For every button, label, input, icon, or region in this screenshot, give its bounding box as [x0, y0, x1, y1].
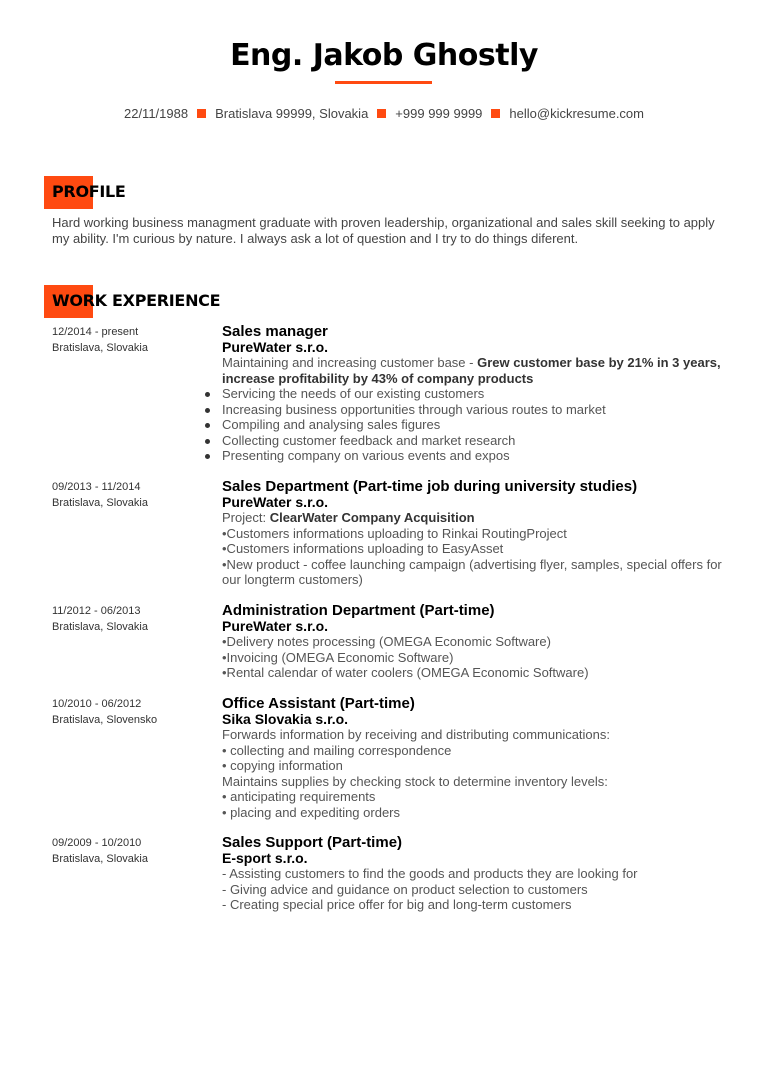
job-location: Bratislava, Slovakia — [52, 497, 148, 509]
job-dates: 09/2013 - 11/2014 — [52, 481, 141, 493]
job-title: Sales Department (Part-time job during university studies) — [222, 478, 638, 495]
name-underline-divider — [335, 81, 432, 84]
job-line: - Creating special price offer for big and long-term customers — [222, 897, 572, 912]
job-body — [222, 602, 722, 681]
job-meta — [52, 603, 212, 635]
job-line: •Rental calendar of water coolers (OMEGA Economic Software) — [222, 665, 589, 680]
job-meta — [52, 696, 212, 728]
job-meta — [52, 835, 212, 867]
bullet-icon — [205, 454, 210, 459]
job-title: Sales manager — [222, 323, 328, 340]
bullet-icon — [205, 423, 210, 428]
job-body — [222, 834, 722, 913]
section-title: PROFILE — [52, 182, 126, 201]
list-item — [222, 386, 722, 402]
list-item — [222, 417, 722, 433]
square-separator-icon — [377, 109, 386, 118]
project-label: Project: — [222, 510, 270, 525]
list-item-text: Servicing the needs of our existing customers — [222, 386, 485, 401]
list-item-text: Compiling and analysing sales figures — [222, 417, 441, 432]
job-dates: 09/2009 - 10/2010 — [52, 837, 142, 849]
job-body — [222, 323, 722, 464]
job-company: PureWater s.r.o. — [222, 494, 329, 510]
job-project — [222, 510, 722, 526]
job-summary — [222, 355, 722, 386]
job-line: Forwards information by receiving and distributing communications: — [222, 727, 611, 742]
job-line: - Giving advice and guidance on product selection to customers — [222, 881, 588, 897]
summary-highlight: Grew customer base by 21% in 3 years, increase profitability by 43% of company products — [222, 355, 721, 386]
job-line: Maintains supplies by checking stock to determine inventory levels: — [222, 773, 608, 789]
bullet-icon — [205, 439, 210, 444]
list-item-text: Increasing business opportunities through various routes to market — [222, 401, 606, 417]
square-separator-icon — [197, 109, 206, 118]
address: Bratislava 99999, Slovakia — [215, 106, 369, 121]
job-company: Sika Slovakia s.r.o. — [222, 711, 349, 727]
email[interactable]: hello@kickresume.com — [509, 106, 644, 121]
job-location: Bratislava, Slovakia — [52, 853, 148, 865]
job-line: • collecting and mailing correspondence — [222, 742, 452, 758]
profile-summary: Hard working business managment graduate with proven leadership, organizational and sales skill seeking to apply my ability. I'm curious by nature. I always ask a lot of question and I try to do things diferent. — [52, 215, 715, 246]
section-title: WORK EXPERIENCE — [52, 291, 221, 310]
job-line: •Invoicing (OMEGA Economic Software) — [222, 649, 454, 665]
contact-info — [0, 106, 768, 121]
job-dates: 10/2010 - 06/2012 — [52, 698, 142, 710]
candidate-name: Eng. Jakob Ghostly — [230, 38, 538, 73]
job-line: •Delivery notes processing (OMEGA Economic Software) — [222, 634, 551, 649]
job-line: •Customers informations uploading to EasyAsset — [222, 541, 504, 556]
list-item — [222, 448, 722, 464]
list-item-text: Collecting customer feedback and market research — [222, 432, 516, 448]
job-title: Office Assistant (Part-time) — [222, 695, 415, 712]
job-company: PureWater s.r.o. — [222, 618, 329, 634]
square-separator-icon — [491, 109, 500, 118]
bullet-icon — [205, 392, 210, 397]
job-title: Administration Department (Part-time) — [222, 602, 495, 619]
list-item — [222, 402, 722, 418]
job-line: • anticipating requirements — [222, 789, 376, 804]
job-location: Bratislava, Slovakia — [52, 342, 148, 354]
job-company: PureWater s.r.o. — [222, 339, 329, 355]
job-line: - Assisting customers to find the goods and products they are looking for — [222, 866, 638, 881]
job-company: E-sport s.r.o. — [222, 850, 308, 866]
job-location: Bratislava, Slovakia — [52, 621, 148, 633]
project-name: ClearWater Company Acquisition — [269, 510, 475, 525]
job-body — [222, 478, 722, 588]
job-meta — [52, 479, 212, 511]
job-body — [222, 695, 722, 820]
job-line: •Customers informations uploading to Rinkai RoutingProject — [222, 525, 567, 541]
job-bullet-list — [222, 386, 722, 464]
job-dates: 11/2012 - 06/2013 — [52, 605, 141, 617]
summary-text: Maintaining and increasing customer base - — [222, 355, 478, 370]
list-item — [222, 433, 722, 449]
bullet-icon — [205, 408, 210, 413]
job-line: •New product - coffee launching campaign (advertising flyer, samples, special offers for our longterm customers) — [222, 556, 722, 587]
job-line: • copying information — [222, 758, 343, 773]
job-dates: 12/2014 - present — [52, 326, 139, 338]
phone: +999 999 9999 — [395, 106, 483, 121]
list-item-text: Presenting company on various events and expos — [222, 448, 510, 463]
job-line: • placing and expediting orders — [222, 804, 401, 820]
birth-date: 22/11/1988 — [123, 106, 189, 121]
job-location: Bratislava, Slovensko — [52, 714, 158, 726]
job-meta — [52, 324, 212, 356]
job-title: Sales Support (Part-time) — [222, 834, 403, 851]
